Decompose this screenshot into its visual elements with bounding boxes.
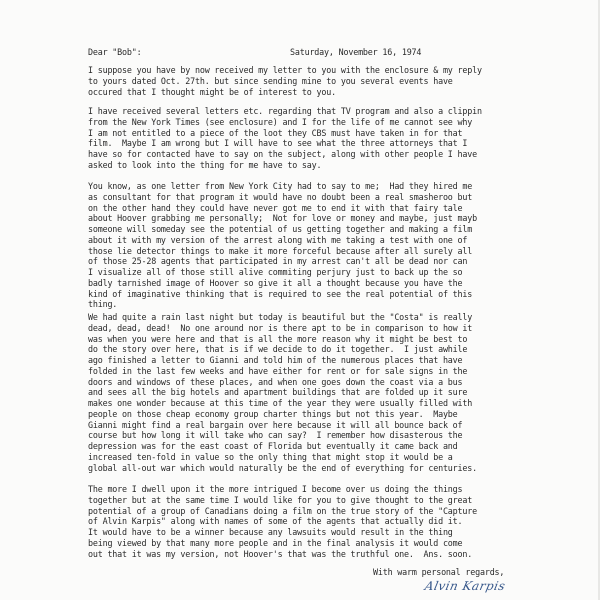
letter-line: doors and windows of these places, and when one goes down the coast via a bus bbox=[88, 376, 463, 387]
letter-line: global all-out war which would naturally be the end of everything for centuries. bbox=[88, 462, 477, 473]
signature: Alvin Karpis bbox=[423, 579, 507, 593]
letter-line: about it with my version of the arrest along with me taking a test with one of bbox=[88, 234, 468, 245]
letter-line: of Alvin Karpis" along with names of some of the agents that actually did it. bbox=[88, 516, 463, 527]
letter-line: You know, as one letter from New York City had to say to me; Had they hired me bbox=[88, 181, 473, 191]
letter-line: people on those cheap economy group charter things but not this year. Maybe bbox=[88, 408, 458, 419]
letter-line: film. Maybe I am wrong but I will have to see what the three attorneys that I bbox=[88, 138, 468, 149]
letter-date: Saturday, November 16, 1974 bbox=[290, 47, 422, 57]
letter-line: being viewed by that many more people and in the final analysis it would come bbox=[88, 537, 463, 548]
letter-line: someone will someday see the potential of us getting together and making a film bbox=[88, 224, 473, 234]
letter-line: I visualize all of those still alive commiting perjury just to back up the so bbox=[88, 267, 463, 277]
letter-line: those lie detector things to make it more forceful because after all surely all bbox=[88, 245, 473, 256]
salutation: Dear "Bob": bbox=[88, 47, 142, 57]
letter-line: asked to look into the thing for me have to say. bbox=[88, 159, 322, 170]
letter-line: The more I dwell upon it the more intrigued I become over us doing the things bbox=[88, 484, 463, 494]
letter-line: together but at the same time I would like for you to give thought to the great bbox=[88, 494, 473, 505]
letter-line: I suppose you have by now received my letter to you with the enclosure & my reply bbox=[88, 65, 482, 75]
letter-line: was when you were here and that is all the more reason why it might be best to bbox=[88, 333, 468, 344]
letter-line: thing. bbox=[88, 299, 118, 310]
letter-line: makes one wonder because at this time of the year they were usually filled with bbox=[88, 398, 473, 408]
letter-line: I have received several letters etc. regarding that TV program and also a clippin bbox=[88, 106, 482, 116]
letter-line: have so for contacted have to say on the subject, along with other people I have bbox=[88, 149, 477, 159]
letter-line: badly tarnished image of Hoover so give it all a thought because you have the bbox=[88, 277, 463, 288]
letter-line: out that it was my version, not Hoover's that was the truthful one. Ans. soon. bbox=[88, 548, 473, 559]
letter-line: I am not entitled to a piece of the loot they CBS must have taken in for that bbox=[88, 127, 463, 138]
letter-line: to yours dated Oct. 27th. but since sending mine to you several events have bbox=[88, 75, 453, 86]
letter-line: occured that I thought might be of interest to you. bbox=[88, 86, 336, 97]
letter-line: course but how long it will take who can say? I remember how disasterous the bbox=[88, 430, 463, 441]
letter-line: folded in the last few weeks and have either for rent or for sale signs in the bbox=[88, 365, 468, 376]
letter-line: potential of a group of Canadians doing a film on the true story of the "Capture bbox=[88, 505, 477, 516]
letter-line: and sees all the big hotels and apartment buildings that are folded up it sure bbox=[88, 387, 468, 398]
letter-line: of those 25-28 agents that participated in my arrest can't all be dead nor can bbox=[88, 256, 468, 267]
letter-line: It would have to be a winner because any lawsuits would result in the thing bbox=[88, 527, 453, 537]
letter-line: dead, dead, dead! No one around nor is there apt to be in comparison to how it bbox=[88, 322, 473, 333]
letter-line: We had quite a rain last night but today is beautiful but the "Costa" is really bbox=[88, 312, 473, 322]
letter-line: as consultant for that program it would have no doubt been a real smasheroo but bbox=[88, 191, 473, 202]
letter-line: increased ten-fold in value so the only thing that might stop it would be a bbox=[88, 451, 453, 462]
letter-line: from the New York Times (see enclosure) and I for the life of me cannot see why bbox=[88, 116, 473, 127]
letter-line: do the story over here, that is if we decide to do it together. I just awhile bbox=[88, 344, 468, 355]
letter-line: about Hoover grabbing me personally; Not for love or money and maybe, just mayb bbox=[88, 213, 477, 224]
letter-line: ago finished a letter to Gianni and told him of the numerous places that have bbox=[88, 355, 463, 365]
letter-line: on the other hand they could have never got me to end it with that fairy tale bbox=[88, 202, 463, 213]
letter-line: Gianni might find a real bargain over here because it will all bounce back of bbox=[88, 419, 463, 430]
closing: With warm personal regards, bbox=[373, 567, 505, 577]
letter-line: kind of imaginative thinking that is required to see the real potential of this bbox=[88, 288, 473, 299]
letter-line: depression was for the east coast of Florida but eventually it came back and bbox=[88, 441, 458, 451]
